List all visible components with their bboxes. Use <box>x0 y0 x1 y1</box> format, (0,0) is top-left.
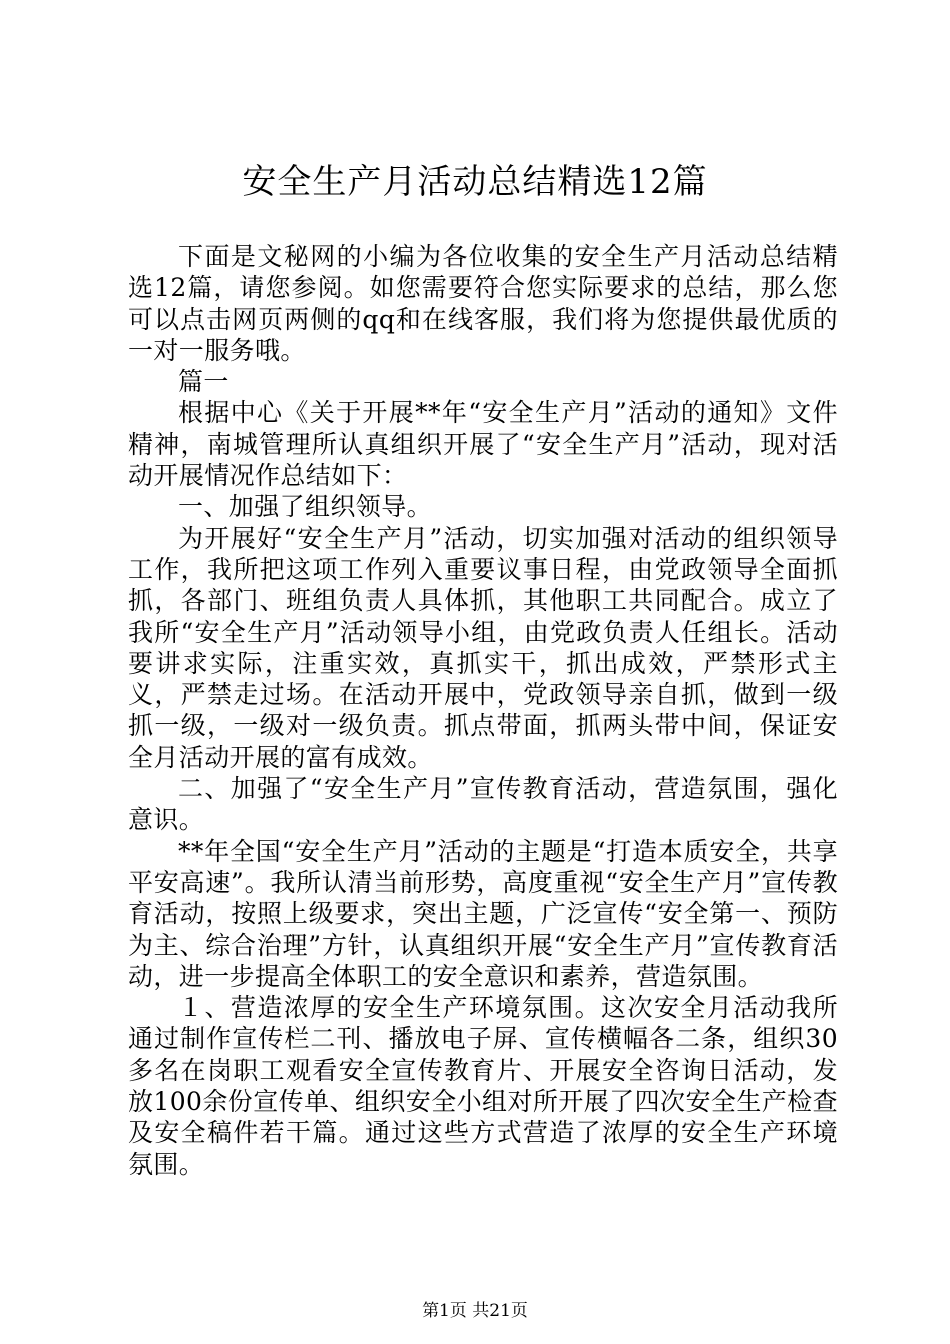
paragraph-publicity: **年全国“安全生产月”活动的主题是“打造本质安全，共享平安高速”。我所认清当前形势，高度重视“安全生产月”宣传教育活动，按照上级要求，突出主题，广泛宣传“安全第一、预防为主、综合治理”方针，认真组织开展“安全生产月”宣传教育活动，进一步提高全体职工的安全意识和素养，营造氛围。 <box>128 836 838 991</box>
paragraph-basis: 根据中心《关于开展**年“安全生产月”活动的通知》文件精神，南城管理所认真组织开展了“安全生产月”活动，现对活动开展情况作总结如下： <box>128 398 838 491</box>
paragraph-section-label: 篇一 <box>178 367 229 397</box>
paragraph-atmosphere: １、营造浓厚的安全生产环境氛围。这次安全月活动我所通过制作宣传栏二刊、播放电子屏、宣传横幅各二条，组织30多名在岗职工观看安全宣传教育片、开展安全咨询日活动，发放100余份宣传单、组织安全小组对所开展了四次安全生产检查及安全稿件若干篇。通过这些方式营造了浓厚的安全生产环境氛围。 <box>128 993 838 1179</box>
paragraph-organization: 为开展好“安全生产月”活动，切实加强对活动的组织领导工作，我所把这项工作列入重要议事日程，由党政领导全面抓抓，各部门、班组负责人具体抓，其他职工共同配合。成立了我所“安全生产月”活动领导小组，由党政负责人任组长。活动要讲求实际，注重实效，真抓实干，抓出成效，严禁形式主义，严禁走过场。在活动开展中，党政领导亲自抓，做到一级抓一级，一级对一级负责。抓点带面，抓两头带中间，保证安全月活动开展的富有成效。 <box>128 523 838 772</box>
heading-publicity: 二、加强了“安全生产月”宣传教育活动，营造氛围，强化意识。 <box>128 774 838 835</box>
document-body <box>128 241 838 1180</box>
paragraph-intro: 下面是文秘网的小编为各位收集的安全生产月活动总结精选12篇，请您参阅。如您需要符合您实际要求的总结，那么您可以点击网页两侧的qq和在线客服，我们将为您提供最优质的一对一服务哦。 <box>128 242 838 365</box>
heading-organization: 一、加强了组织领导。 <box>178 492 433 522</box>
page-number-footer: 第1页 共21页 <box>422 1301 528 1321</box>
document-title: 安全生产月活动总结精选12篇 <box>242 162 708 202</box>
